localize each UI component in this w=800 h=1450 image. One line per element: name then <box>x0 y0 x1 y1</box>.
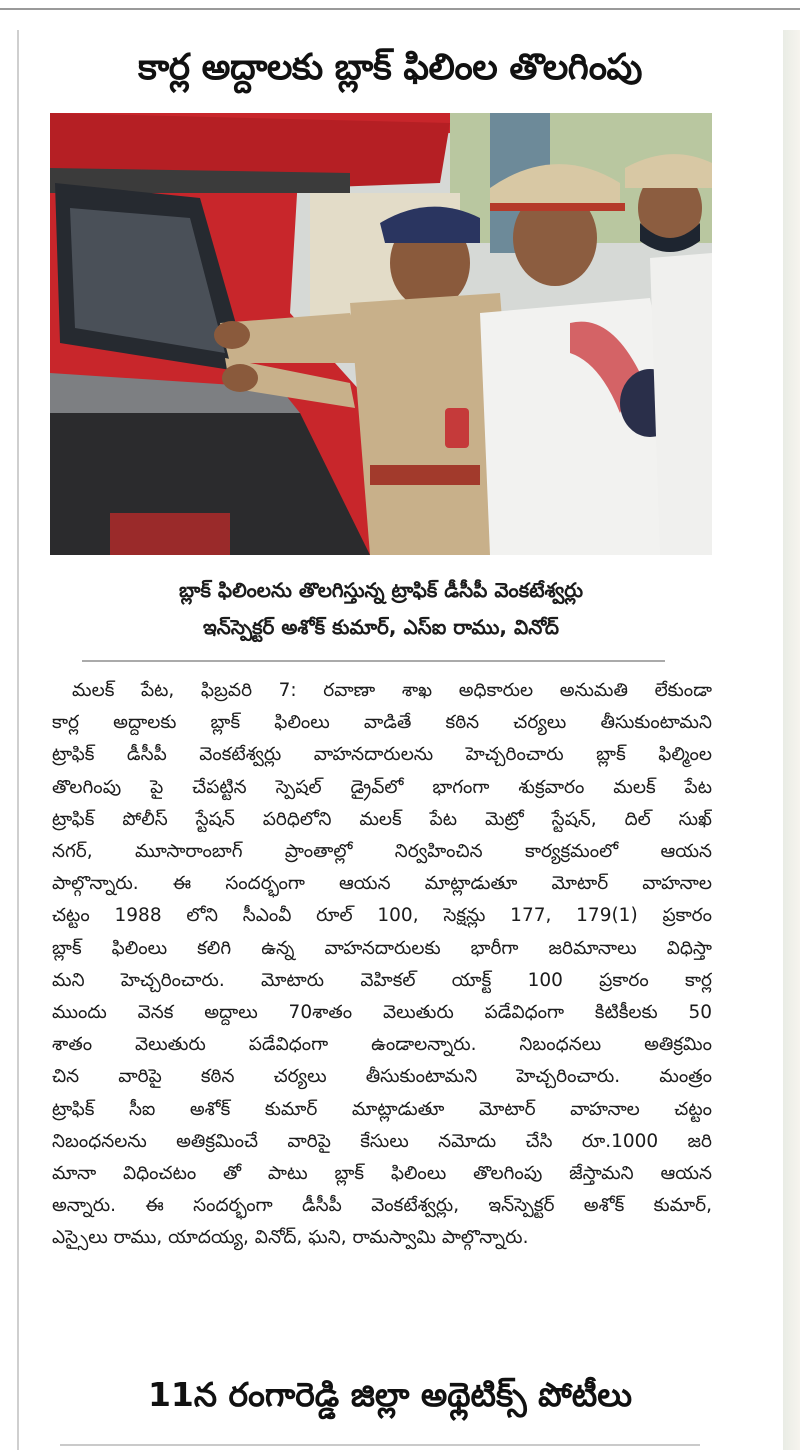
article-body-line: ఎస్సైలు రాము, యాదయ్య, వినోద్, ఘని, రామస్వామి పాల్గొన్నారు. <box>52 1227 529 1249</box>
article-body-line: కార్ల అద్దాలకు బ్లాక్ ఫిలింలు వాడితే కఠిన చర్యలు తీసుకుంటామని <box>52 712 712 734</box>
article-body-line: మని హెచ్చరించారు. మోటారు వెహికల్ యాక్ట్ 100 ప్రకారం కార్ల <box>52 969 712 991</box>
adjacent-column-edge <box>783 30 800 1450</box>
article-body-line: అన్నారు. ఈ సందర్భంగా డీసీపీ వెంకటేశ్వర్లు, ఇన్‌స్పెక్టర్ అశోక్ కుమార్, <box>52 1195 712 1217</box>
article-body-line: ట్రాఫిక్ డీసీపీ వెంకటేశ్వర్లు వాహనదారులను హెచ్చరించారు బ్లాక్ ఫిల్మింల <box>52 744 712 766</box>
next-article-headline: 11న రంగారెడ్డి జిల్లా అథ్లెటిక్స్ పోటీలు <box>147 1375 633 1414</box>
article-body-line: మలక్ పేట, ఫిబ్రవరి 7: రవాణా శాఖ అధికారుల అనుమతి లేకుండా <box>72 680 712 701</box>
photo-caption-line: బ్లాక్ ఫిలింలను తొలగిస్తున్న ట్రాఫిక్ డీసీపీ వెంకటేశ్వర్లు <box>178 578 584 602</box>
article-headline: కార్ల అద్దాలకు బ్లాక్ ఫిలింల తొలగింపు <box>138 47 642 88</box>
top-rule <box>0 8 800 10</box>
article-body-line: చిన వారిపై కఠిన చర్యలు తీసుకుంటామని హెచ్చరించారు. మంత్రం <box>52 1066 712 1088</box>
article-body-line: ముందు వెనక అద్దాలు 70శాతం వెలుతురు పడేవిధంగా కిటికీలకు 50 <box>52 1002 712 1024</box>
article-body-line: తొలగింపు పై చేపట్టిన స్పెషల్ డ్రైవ్‌లో భాగంగా శుక్రవారం మలక్ పేట <box>52 776 712 798</box>
article-body-line: బ్లాక్ ఫిలింలు కలిగి ఉన్న వాహనదారులకు భారీగా జరిమానాలు విధిస్తా <box>52 937 712 959</box>
next-article-text-cutoff <box>60 1434 720 1450</box>
caption-divider <box>82 660 665 662</box>
article-body-line: ట్రాఫిక్ పోలీస్ స్టేషన్ పరిధిలోని మలక్ పేట మెట్రో స్టేషన్, దిల్ సుఖ్ <box>52 808 712 830</box>
photo-caption-line: ఇన్‌స్పెక్టర్ అశోక్ కుమార్, ఎస్ఐ రాము, వినోద్ <box>203 615 559 639</box>
article-body-line: పాల్గొన్నారు. ఈ సందర్భంగా ఆయన మాట్లాడుతూ మోటార్ వాహనాల <box>52 873 712 895</box>
article-body-line: చట్టం 1988 లోని సీఎంవీ రూల్ 100, సెక్షన్లు 177, 179(1) ప్రకారం <box>52 905 712 927</box>
article-body-line: నిబంధనలను అతిక్రమించే వారిపై కేసులు నమోదు చేసి రూ.1000 జరి <box>52 1130 712 1152</box>
article-body-line: ట్రాఫిక్ సీఐ అశోక్ కుమార్ మాట్లాడుతూ మోటార్ వాహనాల చట్టం <box>52 1098 712 1120</box>
article-body <box>52 675 712 1255</box>
article-body-line: శాతం వెలుతురు పడేవిధంగా ఉండాలన్నారు. నిబంధనలు అతిక్రమిం <box>52 1034 712 1056</box>
article-body-line: నగర్, మూసారాంబాగ్ ప్రాంతాల్లో నిర్వహించిన కార్యక్రమంలో ఆయన <box>52 841 712 863</box>
news-photo-illustration <box>50 113 712 555</box>
column-rule-left <box>17 30 19 1450</box>
photo-caption <box>50 572 712 646</box>
article-body-line: మానా విధించటం తో పాటు బ్లాక్ ఫిలింలు తొలగింపు జేస్తామని ఆయన <box>52 1163 712 1185</box>
news-photo <box>50 113 712 555</box>
